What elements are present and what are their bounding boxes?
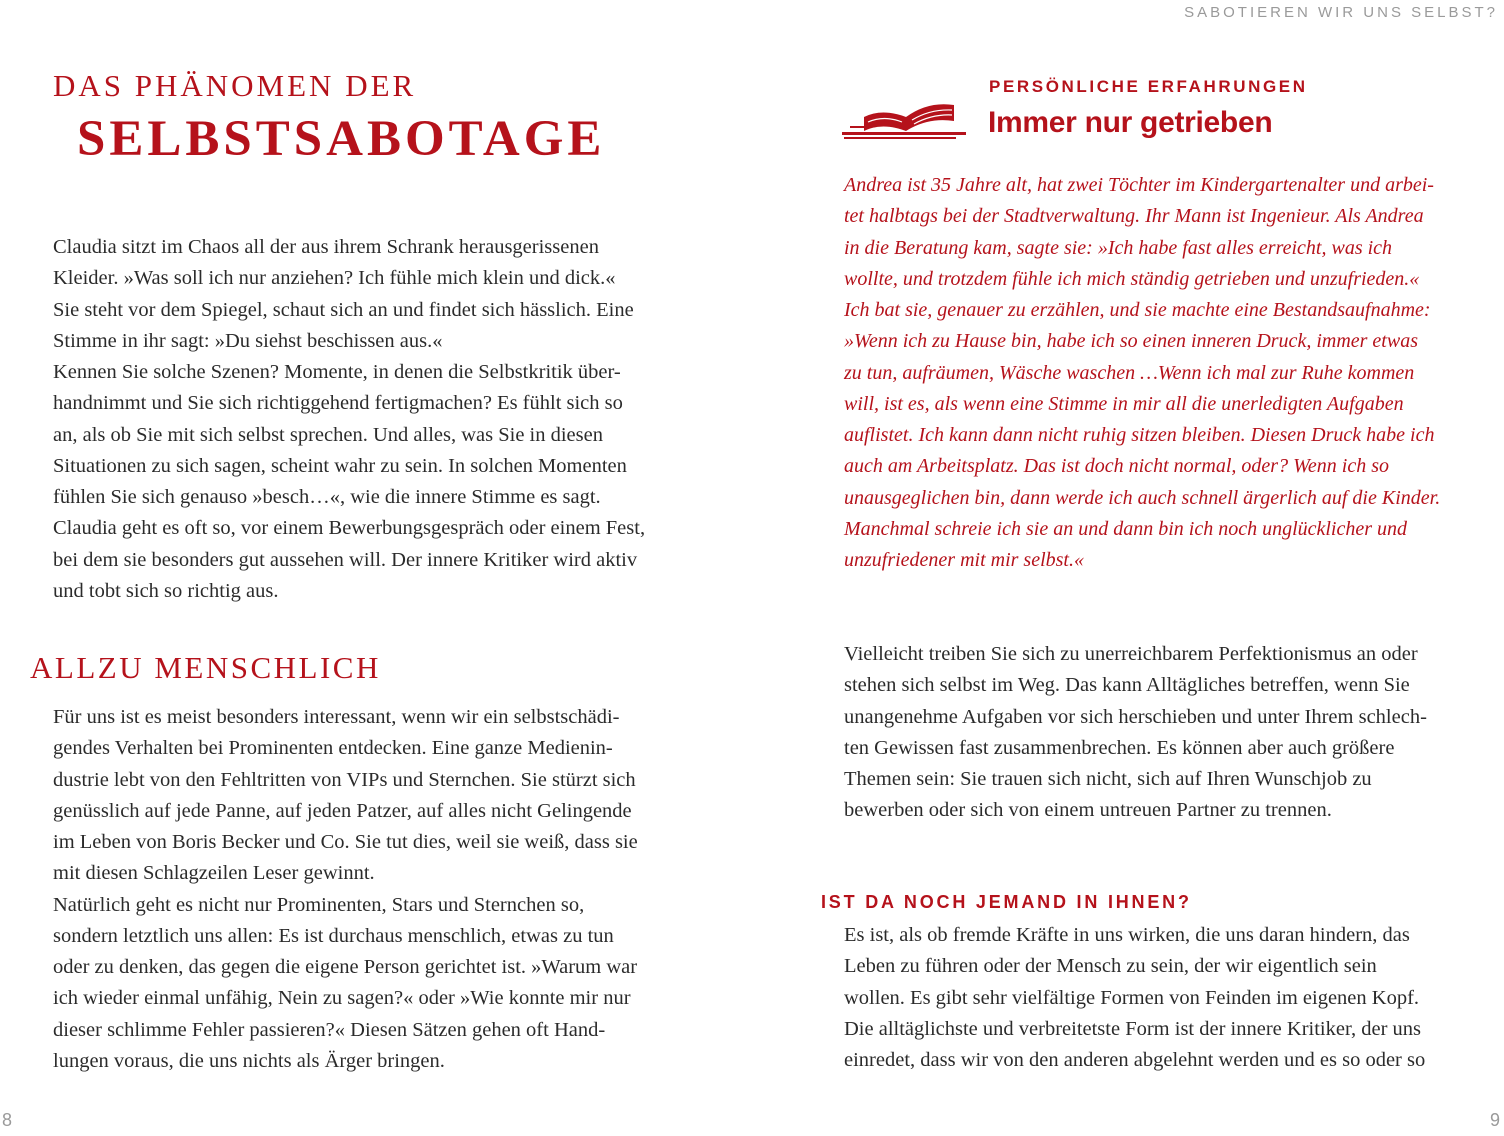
text-line: lungen voraus, die uns nichts als Ärger bringen.: [53, 1049, 445, 1072]
text-line: sondern letztlich uns allen: Es ist durchaus menschlich, etwas zu tun: [53, 924, 614, 947]
text-line: Für uns ist es meist besonders interessant, wenn wir ein selbstschädi-: [53, 706, 620, 728]
text-line: »Wenn ich zu Hause bin, habe ich so einen inneren Druck, immer etwas: [844, 330, 1418, 353]
page-number-right: 9: [1489, 1110, 1500, 1130]
text-line: auch am Arbeitsplatz. Das ist doch nicht normal, oder? Wenn ich so: [844, 455, 1389, 478]
text-line: Stimme in ihr sagt: »Du siehst beschissen aus.«: [53, 329, 443, 352]
text-line: Die alltäglichste und verbreitetste Form ist der innere Kritiker, der uns: [844, 1017, 1421, 1040]
open-book-icon: [842, 100, 968, 144]
text-line: mit diesen Schlagzeilen Leser gewinnt.: [53, 862, 375, 885]
box-title: Immer nur getrieben: [988, 106, 1273, 139]
allzu-menschlich-paragraph: [53, 702, 638, 1077]
text-line: Vielleicht treiben Sie sich zu unerreichbarem Perfektionismus an oder: [844, 643, 1418, 665]
text-line: Leben zu führen oder der Mensch zu sein, der wir eigentlich sein: [844, 955, 1377, 978]
text-line: Claudia geht es oft so, vor einem Bewerbungsgespräch oder einem Fest,: [53, 517, 646, 540]
text-line: tet halbtags bei der Stadtverwaltung. Ihr Mann ist Ingenieur. Als Andrea: [844, 205, 1424, 228]
subheading-ist-da-noch-jemand: IST DA NOCH JEMAND IN IHNEN?: [821, 892, 1192, 912]
text-line: bewerben oder sich von einem untreuen Partner zu trennen.: [844, 799, 1332, 822]
text-line: Manchmal schreie ich sie an und dann bin ich noch unglücklicher und: [844, 517, 1408, 540]
text-line: Sie steht vor dem Spiegel, schaut sich an und findet sich hässlich. Eine: [53, 298, 634, 321]
text-line: in die Beratung kam, sagte sie: »Ich habe fast alles erreicht, was ich: [844, 236, 1393, 259]
text-line: gendes Verhalten bei Prominenten entdecken. Eine ganze Medienin-: [53, 737, 613, 760]
inner-critic-paragraph: [844, 920, 1425, 1076]
text-line: dustrie lebt von den Fehltritten von VIPs und Sternchen. Sie stürzt sich: [53, 768, 636, 791]
text-line: ich wieder einmal unfähig, Nein zu sagen?« oder »Wie konnte mir nur: [53, 987, 631, 1010]
text-line: Es ist, als ob fremde Kräfte in uns wirken, die uns daran hindern, das: [844, 924, 1410, 946]
text-line: Claudia sitzt im Chaos all der aus ihrem Schrank herausgerissenen: [53, 236, 599, 258]
text-line: dieser schlimme Fehler passieren?« Diesen Sätzen gehen oft Hand-: [53, 1018, 606, 1041]
text-line: Andrea ist 35 Jahre alt, hat zwei Töchter im Kindergartenalter und arbei-: [844, 174, 1434, 196]
text-line: einredet, dass wir von den anderen abgelehnt werden und es so oder so: [844, 1049, 1426, 1071]
text-line: ten Gewissen fast zusammenbrechen. Es können aber auch größere: [844, 736, 1395, 759]
text-line: Kennen Sie solche Szenen? Momente, in denen die Selbstkritik über-: [53, 361, 621, 383]
text-line: Ich bat sie, genauer zu erzählen, und sie machte eine Bestandsaufnahme:: [844, 299, 1431, 321]
text-line: an, als ob Sie mit sich selbst sprechen. Und alles, was Sie in diesen: [53, 423, 603, 446]
text-line: Themen sein: Sie trauen sich nicht, sich auf Ihren Wunschjob zu: [844, 768, 1372, 790]
page-number-left: 8: [2, 1110, 13, 1130]
text-line: handnimmt und Sie sich richtiggehend fertigmachen? Es fühlt sich so: [53, 392, 623, 415]
text-line: wollen. Es gibt sehr vielfältige Formen von Feinden im eigenen Kopf.: [844, 986, 1420, 1009]
story-quote: [844, 170, 1440, 576]
intro-paragraph: [53, 232, 645, 607]
text-line: im Leben von Boris Becker und Co. Sie tut dies, weil sie weiß, dass sie: [53, 831, 638, 853]
text-line: und tobt sich so richtig aus.: [53, 579, 279, 602]
section-heading-allzu-menschlich: ALLZU MENSCHLICH: [30, 650, 381, 685]
text-line: wollte, und trotzdem fühle ich mich ständig getrieben und unzufrieden.«: [844, 267, 1420, 290]
chapter-title-line1: DAS PHÄNOMEN DER: [53, 68, 417, 103]
text-line: oder zu denken, das gegen die eigene Person gerichtet ist. »Warum war: [53, 956, 638, 978]
text-line: stehen sich selbst im Weg. Das kann Alltägliches betreffen, wenn Sie: [844, 674, 1410, 697]
text-line: Situationen zu sich sagen, scheint wahr zu sein. In solchen Momenten: [53, 454, 627, 477]
text-line: unangenehme Aufgaben vor sich herschieben und unter Ihrem schlech-: [844, 705, 1427, 728]
text-line: will, ist es, als wenn eine Stimme in mir all die unerledigten Aufgaben: [844, 392, 1404, 415]
box-kicker: PERSÖNLICHE ERFAHRUNGEN: [989, 77, 1308, 96]
text-line: fühlen Sie sich genauso »besch…«, wie die innere Stimme es sagt.: [53, 486, 601, 508]
text-line: Kleider. »Was soll ich nur anziehen? Ich fühle mich klein und dick.«: [53, 267, 616, 290]
text-line: bei dem sie besonders gut aussehen will. Der innere Kritiker wird aktiv: [53, 548, 638, 571]
chapter-title-line2: SELBSTSABOTAGE: [77, 111, 606, 167]
perfectionism-paragraph: [844, 639, 1427, 827]
text-line: genüsslich auf jede Panne, auf jeden Patzer, auf alles nicht Gelingende: [53, 799, 632, 822]
text-line: unzufriedener mit mir selbst.«: [844, 549, 1084, 571]
text-line: unausgeglichen bin, dann werde ich auch schnell ärgerlich auf die Kinder.: [844, 486, 1441, 509]
running-head: SABOTIEREN WIR UNS SELBST?: [1184, 4, 1498, 21]
text-line: auflistet. Ich kann dann nicht ruhig sitzen bleiben. Diesen Druck habe ich: [844, 424, 1435, 446]
text-line: Natürlich geht es nicht nur Prominenten, Stars und Sternchen so,: [53, 893, 585, 916]
text-line: zu tun, aufräumen, Wäsche waschen …Wenn ich mal zur Ruhe kommen: [844, 361, 1415, 384]
